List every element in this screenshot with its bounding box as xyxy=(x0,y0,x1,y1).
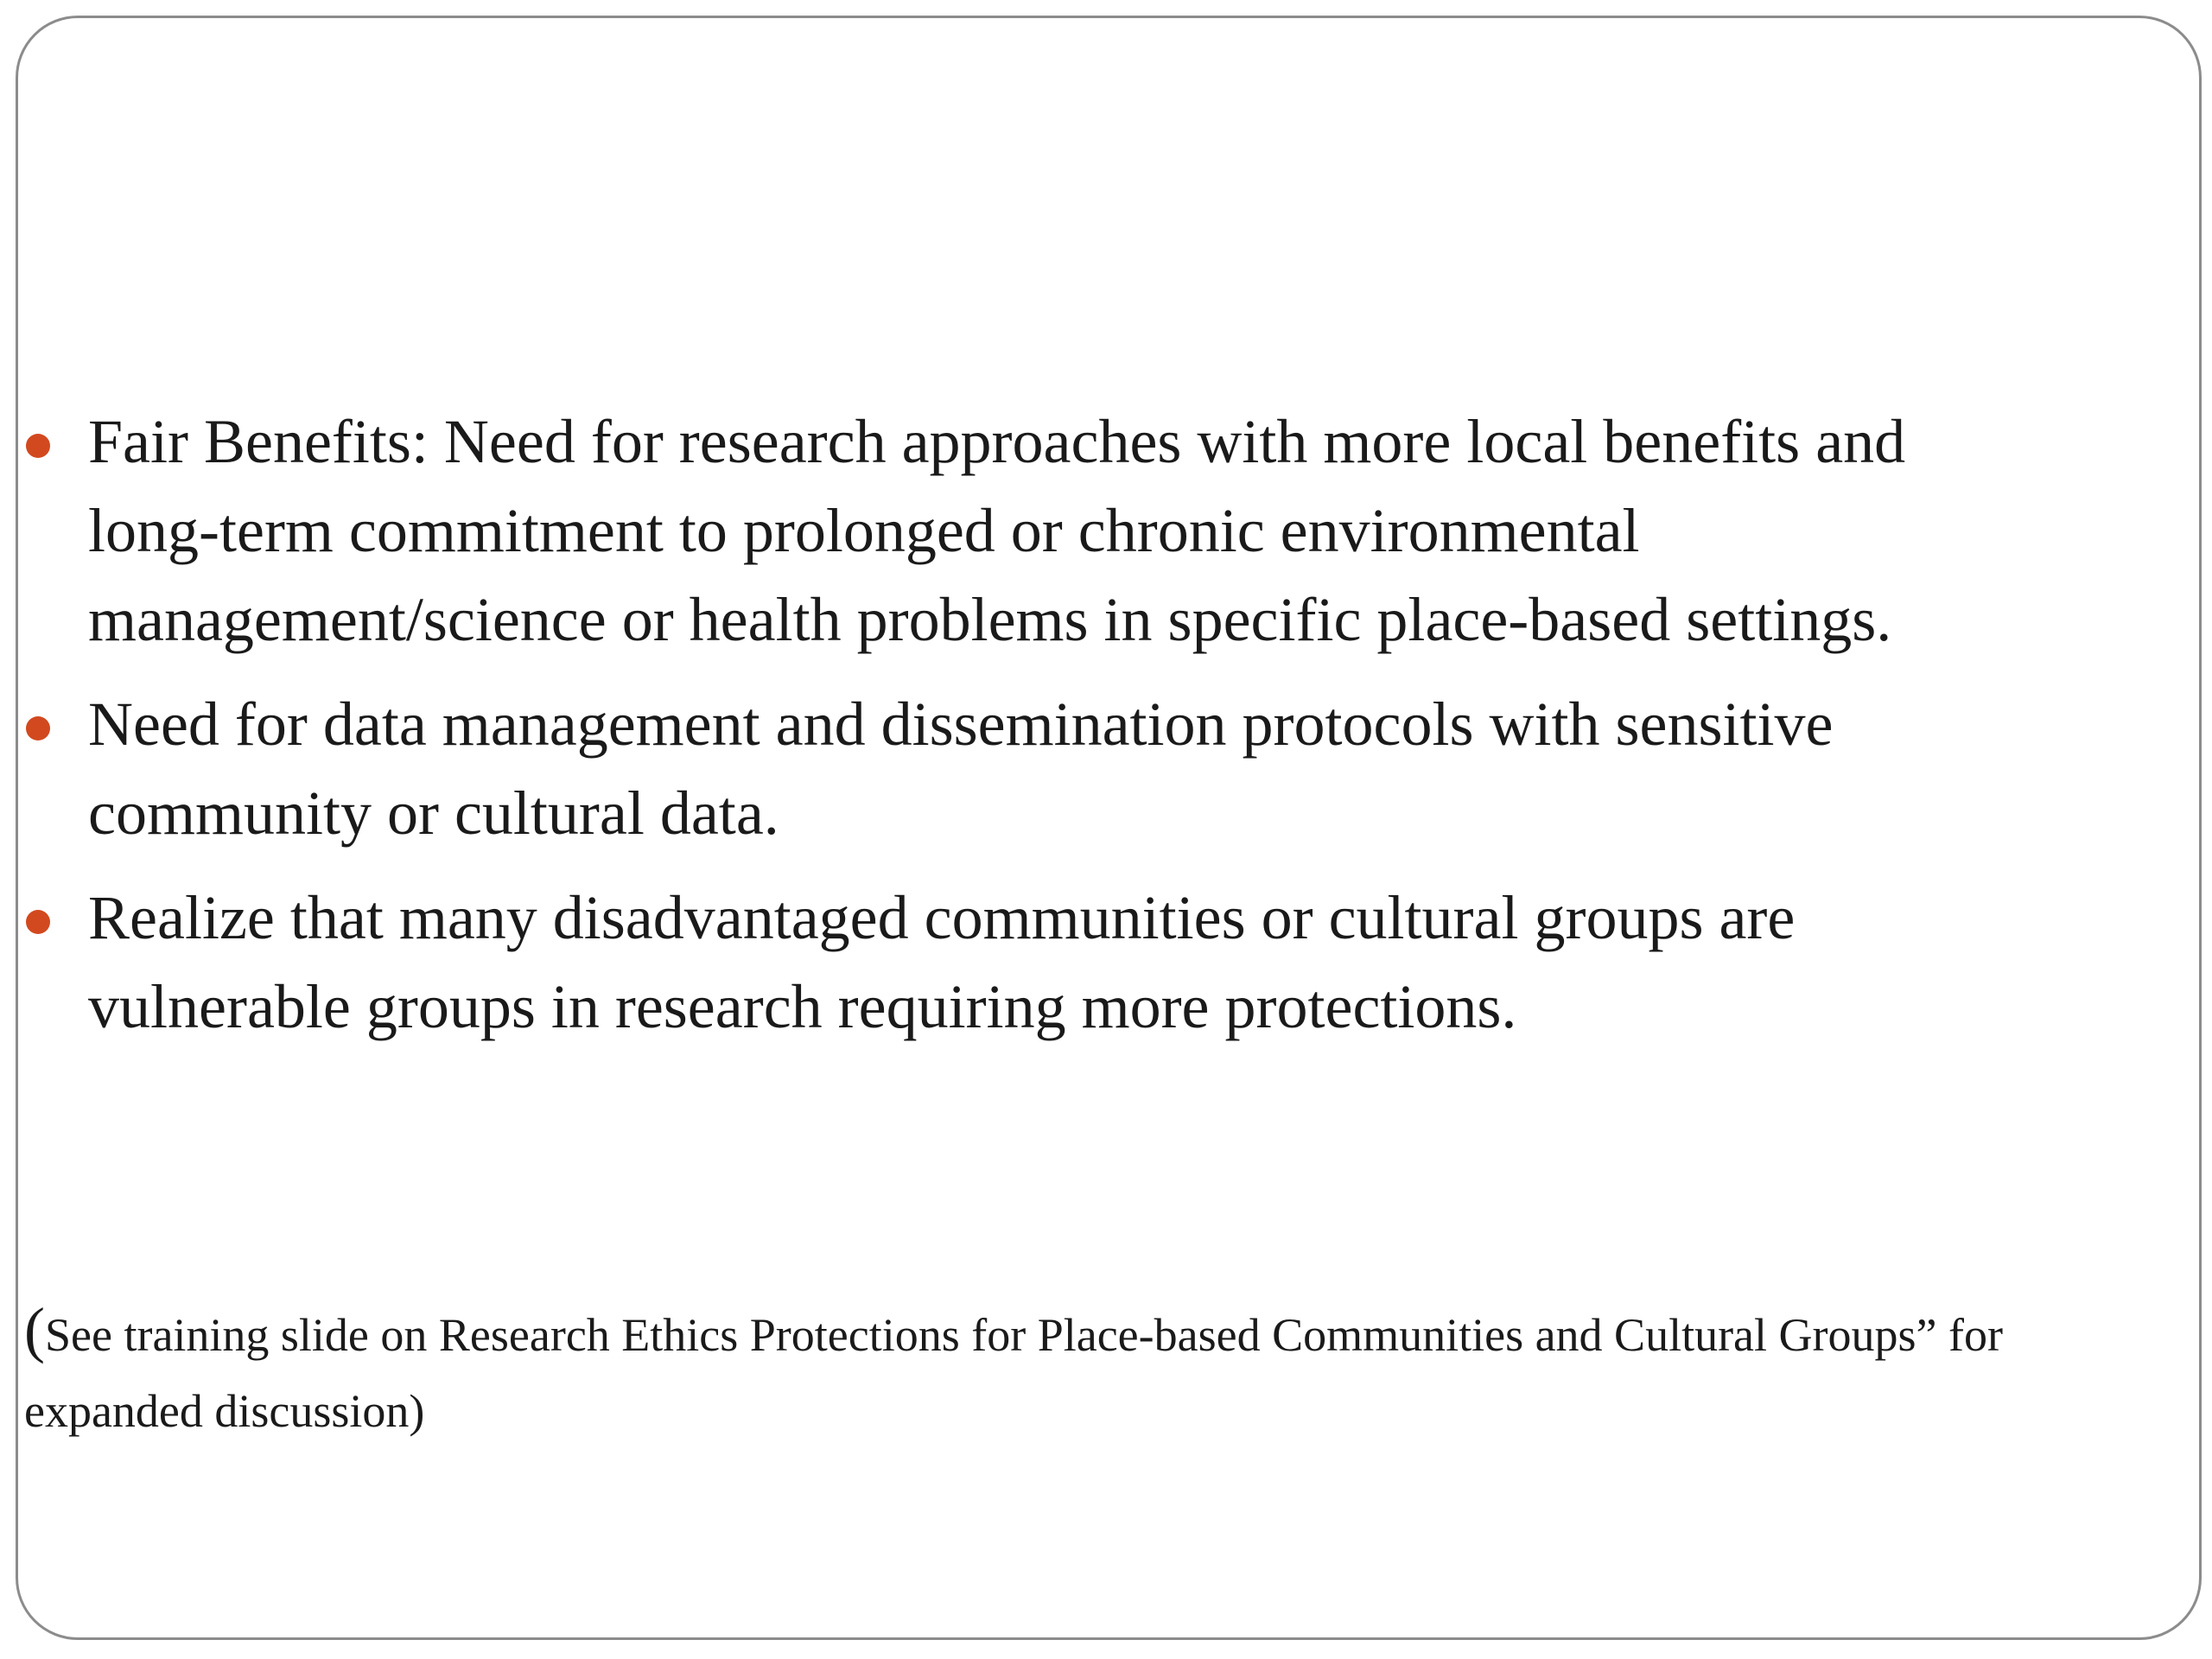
bullet-text: Fair Benefits: Need for research approaches with more local benefits and long-term commitment to prolonged or chronic environmental management/science or health problems in specific place-based settings. xyxy=(88,407,1906,654)
footnote xyxy=(24,1292,2012,1449)
footnote-text: See training slide on Research Ethics Protections for Place-based Communities and Cultural Groups” for expanded discussion) xyxy=(24,1309,2003,1437)
bullet-dot-icon xyxy=(26,910,50,934)
bullet-item xyxy=(26,874,2013,1052)
bullet-dot-icon xyxy=(26,716,50,741)
bullet-item xyxy=(26,680,2013,858)
bullet-dot-icon xyxy=(26,434,50,458)
bullet-list xyxy=(26,397,2013,1067)
bullet-text: Need for data management and dissemination protocols with sensitive community or cultural data. xyxy=(88,690,1834,848)
bullet-text: Realize that many disadvantaged communities or cultural groups are vulnerable groups in research requiring more protections. xyxy=(88,883,1796,1041)
footnote-open-paren: ( xyxy=(24,1295,45,1364)
bullet-item xyxy=(26,397,2013,664)
